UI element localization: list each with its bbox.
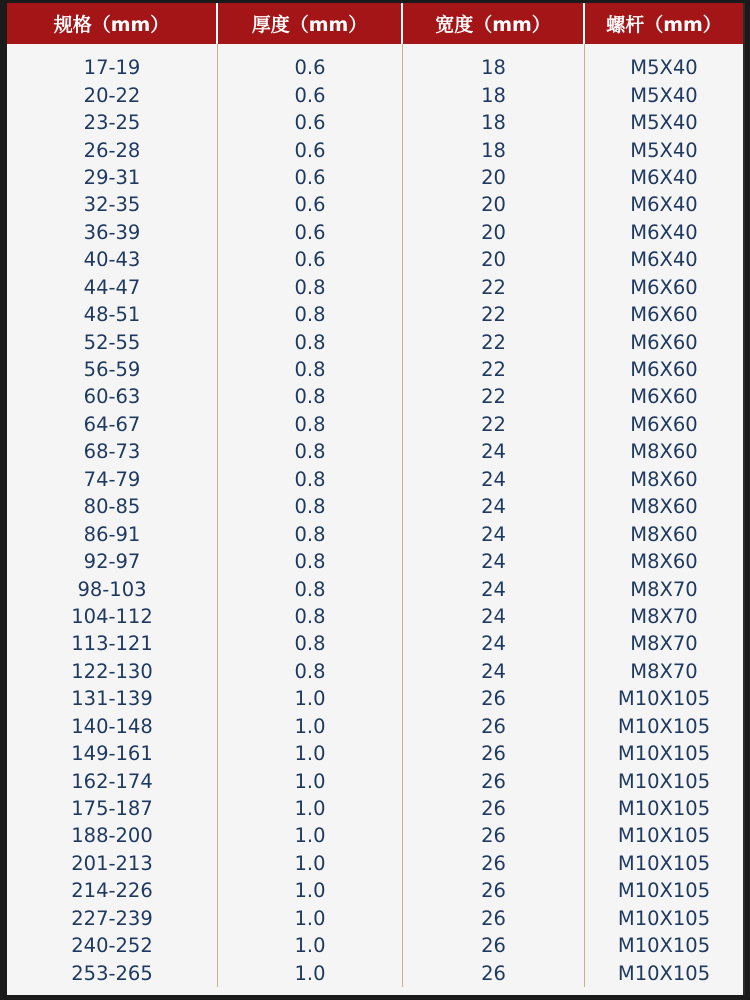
table-row — [7, 191, 743, 218]
cell-screw: M10X105 — [617, 797, 711, 821]
cell-screw: M5X40 — [630, 111, 698, 135]
cell-width: 24 — [403, 520, 585, 547]
cell-thickness: 0.6 — [218, 246, 403, 273]
cell-thickness: 0.8 — [218, 603, 403, 630]
table-row — [7, 54, 743, 81]
table-row — [7, 328, 743, 355]
table-row — [7, 713, 743, 740]
cell-thickness: 0.8 — [218, 328, 403, 355]
cell-width: 18 — [403, 54, 585, 81]
table-row — [7, 959, 743, 986]
table-row — [7, 932, 743, 959]
cell-width: 26 — [403, 767, 585, 794]
table-row — [7, 767, 743, 794]
cell-thickness: 1.0 — [218, 850, 403, 877]
cell-screw: M6X60 — [630, 275, 698, 299]
cell-spec: 60-63 — [7, 383, 218, 410]
table-row — [7, 356, 743, 383]
cell-thickness: 0.8 — [218, 658, 403, 685]
cell-thickness: 0.8 — [218, 548, 403, 575]
table-row — [7, 630, 743, 657]
cell-thickness: 0.8 — [218, 575, 403, 602]
cell-screw: M6X60 — [630, 385, 698, 409]
cell-spec: 64-67 — [7, 411, 218, 438]
cell-thickness: 0.8 — [218, 274, 403, 301]
cell-spec: 48-51 — [7, 301, 218, 328]
cell-thickness: 0.8 — [218, 630, 403, 657]
cell-spec: 188-200 — [7, 822, 218, 849]
table-row — [7, 603, 743, 630]
cell-width: 22 — [403, 383, 585, 410]
table-row — [7, 438, 743, 465]
cell-screw: M8X70 — [630, 659, 698, 683]
cell-thickness: 0.8 — [218, 301, 403, 328]
cell-thickness: 1.0 — [218, 713, 403, 740]
table-row — [7, 383, 743, 410]
cell-thickness: 1.0 — [218, 877, 403, 904]
spec-table — [7, 3, 745, 995]
cell-thickness: 1.0 — [218, 795, 403, 822]
cell-spec: 149-161 — [7, 740, 218, 767]
cell-width: 26 — [403, 905, 585, 932]
cell-screw: M10X105 — [617, 824, 711, 848]
cell-spec: 201-213 — [7, 850, 218, 877]
header-width: 宽度（mm） — [403, 3, 585, 44]
cell-spec: 74-79 — [7, 466, 218, 493]
cell-width: 20 — [403, 219, 585, 246]
cell-width: 24 — [403, 493, 585, 520]
cell-thickness: 0.6 — [218, 191, 403, 218]
cell-thickness: 0.8 — [218, 466, 403, 493]
cell-spec: 98-103 — [7, 575, 218, 602]
cell-width: 26 — [403, 740, 585, 767]
table-row — [7, 493, 743, 520]
cell-spec: 92-97 — [7, 548, 218, 575]
cell-screw: M10X105 — [617, 906, 711, 930]
cell-spec: 52-55 — [7, 328, 218, 355]
cell-screw: M5X40 — [630, 83, 698, 107]
cell-screw: M6X40 — [630, 220, 698, 244]
cell-thickness: 0.8 — [218, 411, 403, 438]
cell-width: 22 — [403, 301, 585, 328]
table-row — [7, 246, 743, 273]
cell-width: 24 — [403, 658, 585, 685]
cell-thickness: 1.0 — [218, 740, 403, 767]
cell-screw: M10X105 — [617, 769, 711, 793]
header-spec: 规格（mm） — [7, 3, 218, 44]
table-row — [7, 301, 743, 328]
cell-screw: M5X40 — [630, 138, 698, 162]
cell-width: 26 — [403, 795, 585, 822]
cell-width: 24 — [403, 575, 585, 602]
cell-screw: M10X105 — [617, 851, 711, 875]
cell-thickness: 1.0 — [218, 932, 403, 959]
cell-width: 26 — [403, 932, 585, 959]
table-row — [7, 548, 743, 575]
cell-screw: M8X60 — [630, 467, 698, 491]
cell-screw: M8X70 — [630, 604, 698, 628]
table-row — [7, 411, 743, 438]
cell-width: 18 — [403, 109, 585, 136]
table-header — [7, 3, 743, 44]
cell-width: 22 — [403, 274, 585, 301]
cell-screw: M10X105 — [617, 714, 711, 738]
cell-width: 26 — [403, 877, 585, 904]
table-body — [7, 44, 743, 987]
cell-thickness: 1.0 — [218, 959, 403, 986]
cell-width: 24 — [403, 548, 585, 575]
cell-width: 20 — [403, 164, 585, 191]
cell-spec: 131-139 — [7, 685, 218, 712]
cell-screw: M10X105 — [617, 742, 711, 766]
cell-thickness: 1.0 — [218, 767, 403, 794]
cell-width: 20 — [403, 246, 585, 273]
cell-screw: M10X105 — [617, 687, 711, 711]
cell-width: 22 — [403, 356, 585, 383]
cell-width: 26 — [403, 713, 585, 740]
cell-spec: 32-35 — [7, 191, 218, 218]
cell-spec: 175-187 — [7, 795, 218, 822]
cell-screw: M6X60 — [630, 412, 698, 436]
cell-screw: M10X105 — [617, 961, 711, 985]
cell-width: 22 — [403, 328, 585, 355]
cell-spec: 86-91 — [7, 520, 218, 547]
table-row — [7, 274, 743, 301]
cell-spec: 23-25 — [7, 109, 218, 136]
cell-screw: M10X105 — [617, 934, 711, 958]
cell-spec: 20-22 — [7, 81, 218, 108]
column-divider — [584, 44, 585, 54]
cell-spec: 240-252 — [7, 932, 218, 959]
cell-spec: 68-73 — [7, 438, 218, 465]
cell-width: 20 — [403, 191, 585, 218]
cell-width: 24 — [403, 438, 585, 465]
table-row — [7, 575, 743, 602]
table-row — [7, 520, 743, 547]
cell-screw: M6X40 — [630, 165, 698, 189]
cell-spec: 104-112 — [7, 603, 218, 630]
cell-screw: M10X105 — [617, 879, 711, 903]
table-row — [7, 658, 743, 685]
table-row — [7, 219, 743, 246]
cell-screw: M8X60 — [630, 440, 698, 464]
cell-width: 26 — [403, 685, 585, 712]
cell-spec: 44-47 — [7, 274, 218, 301]
cell-thickness: 0.6 — [218, 219, 403, 246]
table-row — [7, 877, 743, 904]
cell-spec: 80-85 — [7, 493, 218, 520]
table-row — [7, 164, 743, 191]
cell-screw: M6X40 — [630, 193, 698, 217]
cell-thickness: 0.8 — [218, 356, 403, 383]
column-divider — [402, 44, 403, 54]
cell-screw: M6X40 — [630, 248, 698, 272]
cell-thickness: 0.6 — [218, 136, 403, 163]
header-screw: 螺杆（mm） — [606, 14, 722, 36]
table-row — [7, 822, 743, 849]
cell-thickness: 0.8 — [218, 438, 403, 465]
cell-spec: 113-121 — [7, 630, 218, 657]
cell-spec: 227-239 — [7, 905, 218, 932]
table-row — [7, 466, 743, 493]
cell-thickness: 0.8 — [218, 493, 403, 520]
table-row — [7, 136, 743, 163]
cell-spec: 214-226 — [7, 877, 218, 904]
cell-spec: 162-174 — [7, 767, 218, 794]
table-row — [7, 109, 743, 136]
header-thickness: 厚度（mm） — [218, 3, 403, 44]
table-row — [7, 850, 743, 877]
cell-spec: 140-148 — [7, 713, 218, 740]
cell-screw: M8X70 — [630, 577, 698, 601]
cell-thickness: 0.6 — [218, 81, 403, 108]
cell-spec: 29-31 — [7, 164, 218, 191]
cell-screw: M8X60 — [630, 495, 698, 519]
cell-thickness: 0.6 — [218, 109, 403, 136]
cell-spec: 253-265 — [7, 959, 218, 986]
cell-spec: 122-130 — [7, 658, 218, 685]
cell-spec: 17-19 — [7, 54, 218, 81]
cell-width: 26 — [403, 822, 585, 849]
table-row — [7, 740, 743, 767]
cell-screw: M6X60 — [630, 358, 698, 382]
cell-width: 22 — [403, 411, 585, 438]
cell-thickness: 0.6 — [218, 164, 403, 191]
cell-screw: M8X60 — [630, 550, 698, 574]
cell-spec: 26-28 — [7, 136, 218, 163]
cell-width: 24 — [403, 466, 585, 493]
table-row — [7, 795, 743, 822]
cell-width: 24 — [403, 603, 585, 630]
cell-screw: M6X60 — [630, 330, 698, 354]
cell-spec: 56-59 — [7, 356, 218, 383]
column-divider — [217, 44, 218, 54]
cell-thickness: 1.0 — [218, 905, 403, 932]
cell-thickness: 0.6 — [218, 54, 403, 81]
cell-screw: M6X60 — [630, 303, 698, 327]
cell-width: 24 — [403, 630, 585, 657]
table-row — [7, 81, 743, 108]
table-row — [7, 905, 743, 932]
cell-width: 18 — [403, 136, 585, 163]
cell-thickness: 0.8 — [218, 383, 403, 410]
cell-thickness: 0.8 — [218, 520, 403, 547]
cell-spec: 36-39 — [7, 219, 218, 246]
cell-screw: M8X60 — [630, 522, 698, 546]
cell-spec: 40-43 — [7, 246, 218, 273]
cell-screw: M5X40 — [630, 56, 698, 80]
cell-screw: M8X70 — [630, 632, 698, 656]
cell-thickness: 1.0 — [218, 822, 403, 849]
cell-thickness: 1.0 — [218, 685, 403, 712]
cell-width: 18 — [403, 81, 585, 108]
table-row — [7, 685, 743, 712]
cell-width: 26 — [403, 959, 585, 986]
cell-width: 26 — [403, 850, 585, 877]
